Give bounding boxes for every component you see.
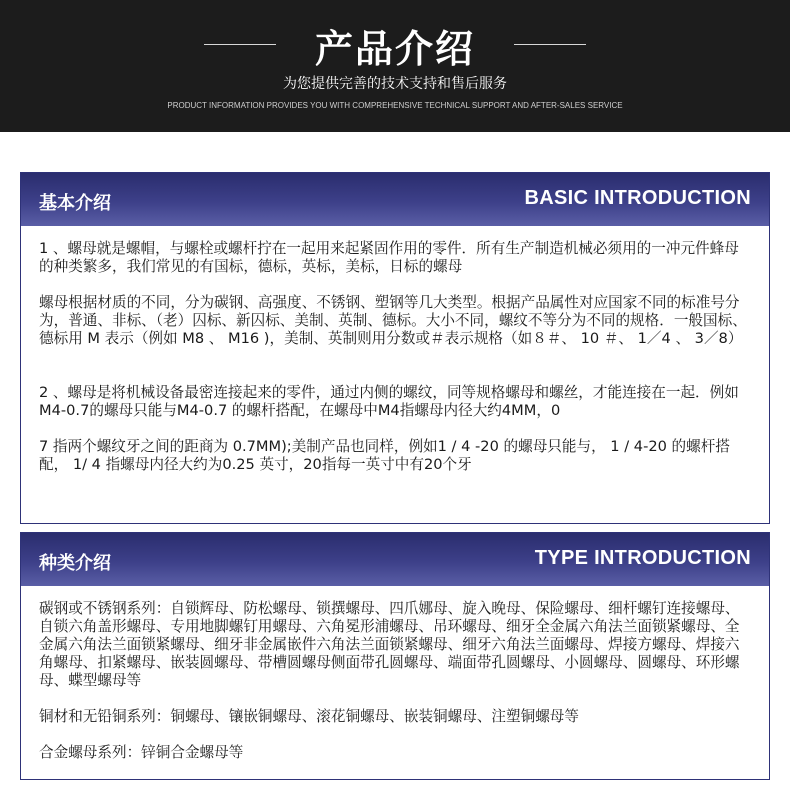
top-banner (0, 0, 790, 132)
basic-paragraph-2: 螺母根据材质的不同，分为碳钢、高强度、不锈钢、塑钢等几大类型。根据产品属性对应国家不同的标准号分为，普通、非标、（老）囚标、新囚标、美制、英制、德标。大小不同，螺纹不等分为不同的规格．一般国标、德标用 M 表示（例如 M8 、 M16 )，美制、英制则用分数或＃表示规格（如８＃、 10 ＃、 1／4 、 3／8） (39, 294, 747, 347)
type-paragraph-3: 合金螺母系列：锌铜合金螺母等 (39, 744, 244, 761)
type-paragraph-2: 铜材和无铅铜系列：铜螺母、镶嵌铜螺母、滚花铜螺母、嵌装铜螺母、注塑铜螺母等 (39, 708, 579, 725)
type-title-cn: 种类介绍 (39, 553, 111, 574)
type-title-en: TYPE INTRODUCTION (534, 547, 751, 569)
basic-introduction-body (21, 226, 769, 486)
banner-subtitle-en: PRODUCT INFORMATION PROVIDES YOU WITH COMPREHENSIVE TECHNICAL SUPPORT AND AFTER-SALES SERVICE (167, 101, 623, 110)
type-introduction-body (21, 586, 769, 774)
basic-title-en: BASIC INTRODUCTION (524, 187, 751, 209)
basic-paragraph-4: 7 指两个螺纹牙之间的距商为 0.7MM);美制产品也同样，例如1 / 4 -20 的螺母只能与， 1 / 4-20 的螺杆搭配， 1/ 4 指螺母内径大约为0.25 英寸，20指每一英寸中有20个牙 (39, 438, 730, 473)
banner-subtitle: 为您提供完善的技术支持和售后服务 (283, 76, 507, 92)
basic-paragraph-3: 2 、螺母是将机械设备最密连接起来的零件，通过内侧的螺纹，同等规格螺母和螺丝，才能连接在一起．例如 M4-0.7的螺母只能与M4-0.7 的螺杆搭配，在螺母中M4指螺母内径大约4MM，0 (39, 384, 744, 419)
type-introduction-header (21, 533, 769, 586)
basic-introduction-section (20, 172, 770, 524)
type-introduction-section (20, 532, 770, 780)
basic-paragraph-1: 1 、螺母就是螺帽，与螺栓或螺杆拧在一起用来起紧固作用的零件．所有生产制造机械必须用的一冲元件蜂母的种类繁多，我们常见的有国标，德标，英标，美标，日标的螺母 (39, 240, 739, 275)
basic-title-cn: 基本介绍 (39, 193, 111, 214)
basic-introduction-header (21, 173, 769, 226)
banner-title: 产品介绍 (314, 27, 475, 71)
type-paragraph-1: 碳钢或不锈钢系列：自锁辉母、防松螺母、锁撰螺母、四爪娜母、旋入晚母、保险螺母、细杆螺钉连接螺母、自锁六角盖形螺母、专用地脚螺钉用螺母、六角冕形浦螺母、吊环螺母、细牙全金属六角法兰面锁紧螺母、全金属六角法兰面锁紧螺母、细牙非金属嵌件六角法兰面锁紧螺母、细牙六角法兰面螺母、焊接方螺母、焊接六角螺母、扣紧螺母、嵌装圆螺母、带槽圆螺母侧面带孔圆螺母、端面带孔圆螺母、小圆螺母、圆螺母、环形螺母、蝶型螺母等 (39, 600, 740, 689)
